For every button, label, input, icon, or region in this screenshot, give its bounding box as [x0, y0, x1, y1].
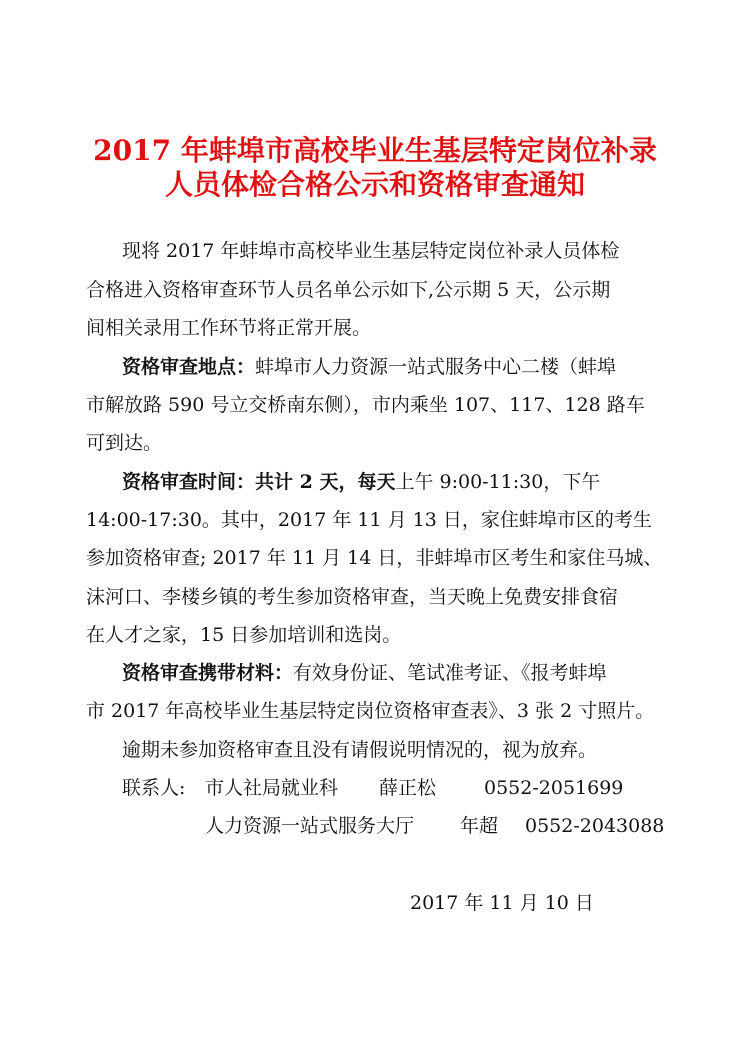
intro-line-3: 间相关录用工作环节将正常开展。 — [86, 317, 372, 339]
contact-1-phone: 0552-2051699 — [484, 777, 624, 799]
time-line-4: 沫河口、李楼乡镇的考生参加资格审查，当天晚上免费安排食宿 — [86, 586, 619, 608]
time-line-3: 参加资格审查; 2017 年 11 月 14 日，非蚌埠市区考生和家住马城、 — [86, 547, 663, 569]
materials-label: 资格审查携带材料： — [122, 662, 294, 684]
materials-line-1 — [122, 658, 607, 688]
contact-1-org: 市人社局就业科 — [205, 777, 339, 799]
location-line-3: 可到达。 — [86, 432, 163, 454]
contact-2-org: 人力资源一站式服务大厅 — [205, 815, 415, 837]
time-duration: 共计 2 天，每天 — [255, 471, 396, 493]
document-date: 2017 年 11 月 10 日 — [410, 892, 594, 914]
contact-label: 联系人: — [122, 777, 186, 799]
time-line-5: 在人才之家，15 日参加培训和选岗。 — [86, 624, 402, 646]
time-hours: 上午 9:00-11:30，下午 — [395, 471, 601, 493]
intro-line-1: 现将 2017 年蚌埠市高校毕业生基层特定岗位补录人员体检 — [122, 240, 620, 262]
contact-2-phone: 0552-2043088 — [525, 815, 665, 837]
materials-text: 有效身份证、笔试准考证、《报考蚌埠 — [293, 662, 607, 684]
time-line-2: 14:00-17:30。其中，2017 年 11 月 13 日，家住蚌埠市区的考生 — [86, 509, 652, 531]
location-line-1 — [122, 352, 616, 382]
time-label: 资格审查时间： — [122, 471, 256, 493]
location-text: 蚌埠市人力资源一站式服务中心二楼（蚌埠 — [255, 356, 617, 378]
title-line-2: 人员体检合格公示和资格审查通知 — [164, 168, 585, 201]
intro-line-2: 合格进入资格审查环节人员名单公示如下,公示期 5 天，公示期 — [86, 279, 611, 301]
time-line-1 — [122, 467, 600, 497]
location-line-2: 市解放路 590 号立交桥南东侧），市内乘坐 107、117、128 路车 — [86, 394, 645, 416]
materials-line-2: 市 2017 年高校毕业生基层特定岗位资格审查表》、3 张 2 寸照片。 — [86, 700, 655, 722]
overdue-notice: 逾期未参加资格审查且没有请假说明情况的，视为放弃。 — [122, 739, 598, 761]
title-line-1: 2017 年蚌埠市高校毕业生基层特定岗位补录 — [93, 134, 657, 167]
location-label: 资格审查地点： — [122, 356, 256, 378]
contact-1-name: 薛正松 — [379, 777, 437, 799]
contact-2-name: 年超 — [460, 815, 499, 837]
